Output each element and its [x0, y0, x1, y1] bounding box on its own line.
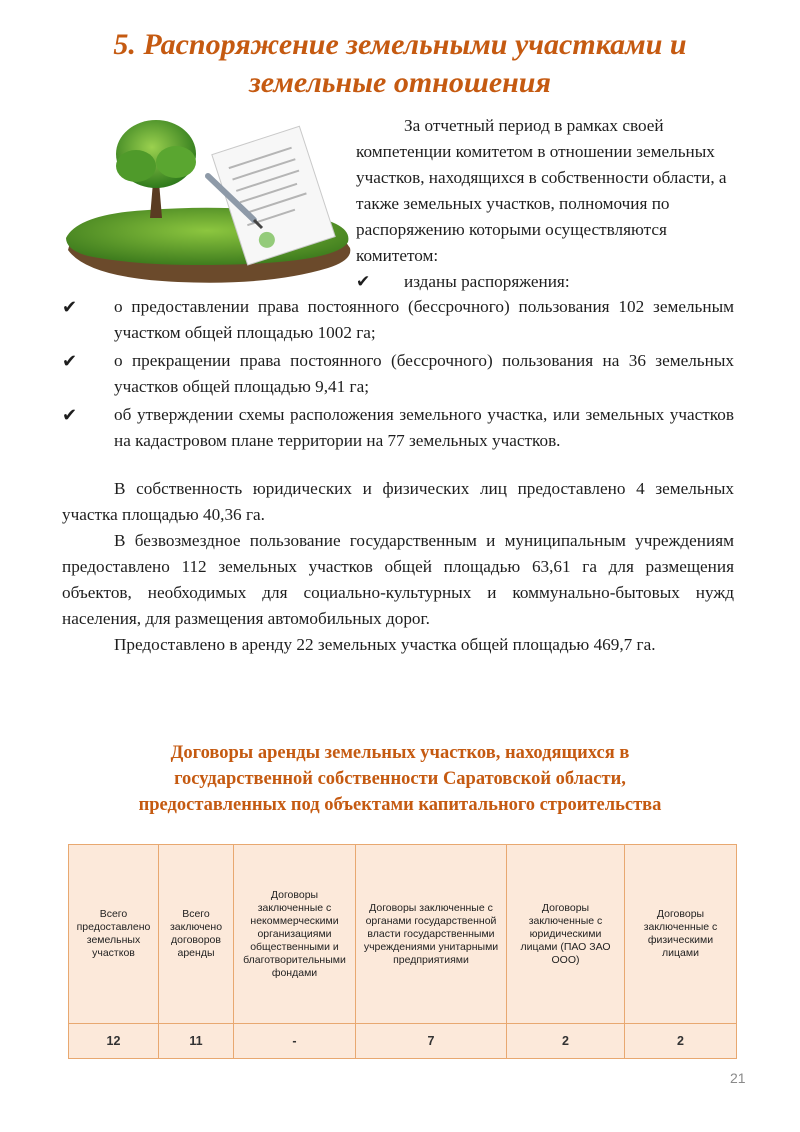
check-mark-icon: ✔	[356, 272, 371, 291]
table-header-cell: Договоры заключенные с физическими лицами	[625, 845, 737, 1024]
title-line-2: земельные отношения	[249, 66, 551, 99]
body-paragraphs	[62, 476, 734, 658]
table-cell: 12	[69, 1024, 159, 1059]
list-item-text: о прекращении права постоянного (бессрочного) пользования на 36 земельных участков общей площадью 9,41 га;	[114, 351, 734, 396]
table-header-cell: Всего предоставлено земельных участков	[69, 845, 159, 1024]
intro-subitem	[356, 269, 570, 295]
table-row	[69, 1024, 737, 1059]
table-header-cell: Договоры заключенные с юридическими лицами (ПАО ЗАО ООО)	[507, 845, 625, 1024]
table-title-line: предоставленных под объектами капитального строительства	[138, 795, 662, 815]
table-cell: 7	[356, 1024, 507, 1059]
orders-list	[62, 294, 734, 456]
paragraph: В безвозмездное пользование государственным и муниципальным учреждениям предоставлено 112 земельных участков общей площадью 63,61 га для размещения объектов, необходимых для социально-культурных и коммунально-бытовых нужд населения, для размещения автомобильных дорог.	[62, 531, 734, 628]
paragraph: В собственность юридических и физических лиц предоставлено 4 земельных участка площадью 40,36 га.	[62, 479, 734, 524]
check-mark-icon: ✔	[62, 405, 78, 425]
table-title-line: Договоры аренды земельных участков, находящихся в	[170, 743, 630, 763]
list-item	[62, 402, 734, 454]
table-title	[60, 740, 740, 818]
title-line-1: 5. Распоряжение земельными участками и	[113, 28, 687, 61]
list-item-text: об утверждении схемы расположения земельного участка, или земельных участков на кадастровом плане территории на 77 земельных участков.	[114, 405, 734, 450]
table-cell: 2	[507, 1024, 625, 1059]
table-header-cell: Договоры заключенные с органами государственной власти государственными учреждениями унитарными предприятиями	[356, 845, 507, 1024]
paragraph: Предоставлено в аренду 22 земельных участка общей площадью 469,7 га.	[114, 635, 656, 654]
list-item	[62, 348, 734, 400]
table-cell: 2	[625, 1024, 737, 1059]
table-header-cell: Договоры заключенные с некоммерческими организациями общественными и благотворительными фондами	[234, 845, 356, 1024]
intro-text: За отчетный период в рамках своей компетенции комитетом в отношении земельных участков, находящихся в собственности области, а также земельных участков, полномочия по распоряжению которыми осуществляются комитетом:	[356, 116, 727, 265]
check-mark-icon: ✔	[62, 351, 78, 371]
table-cell: -	[234, 1024, 356, 1059]
lease-contracts-table	[68, 844, 737, 1059]
page-title	[0, 26, 800, 102]
table-title-line: государственной собственности Саратовской области,	[174, 769, 626, 789]
page-number: 21	[730, 1070, 746, 1086]
intro-paragraph	[356, 113, 736, 269]
list-item	[62, 294, 734, 346]
table-header-cell: Всего заключено договоров аренды	[159, 845, 234, 1024]
tree-document-illustration	[58, 110, 358, 290]
list-item-text: о предоставлении права постоянного (бессрочного) пользования 102 земельным участком общей площадью 1002 га;	[114, 297, 734, 342]
check-mark-icon: ✔	[62, 297, 78, 317]
table-cell: 11	[159, 1024, 234, 1059]
table-header-row	[69, 845, 737, 1024]
intro-subitem-text: изданы распоряжения:	[404, 272, 570, 291]
